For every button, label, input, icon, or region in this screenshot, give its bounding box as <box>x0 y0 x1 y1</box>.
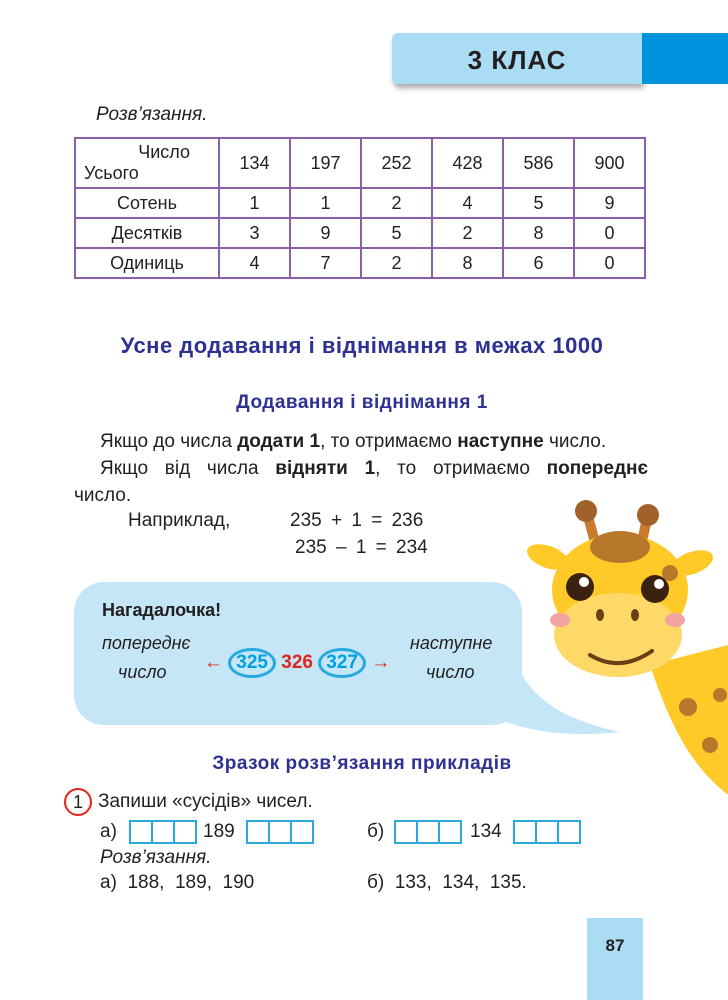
giraffe-horn <box>575 500 597 522</box>
example-eq2: 235 – 1 = 234 <box>295 537 428 558</box>
rule-subtract <box>100 455 648 482</box>
rule-text: Якщо від числа <box>100 458 276 479</box>
section-title: Усне додавання і віднімання в межах 1000 <box>120 333 604 358</box>
table-row <box>75 218 645 248</box>
task-answer-a: а) 188, 189, 190 <box>100 872 255 893</box>
table-header-cell: 252 <box>361 138 432 188</box>
reminder-title: Нагадалочка! <box>102 600 222 620</box>
example-eq1: 235 + 1 = 236 <box>290 510 424 531</box>
right-arrow-icon: → <box>371 652 391 673</box>
table-cell: 2 <box>361 248 432 278</box>
task-solution-label: Розв’язання. <box>100 847 212 868</box>
answer-boxes-before-b[interactable] <box>394 820 462 844</box>
previous-number: 325 <box>228 648 276 678</box>
header-accent-bar <box>642 33 728 84</box>
table-row <box>75 188 645 218</box>
table-cell: 1 <box>290 188 361 218</box>
row-label: Сотень <box>75 188 219 218</box>
table-header-row <box>75 138 645 188</box>
row-label: Одиниць <box>75 248 219 278</box>
table-cell: 6 <box>503 248 574 278</box>
rule-add <box>100 428 650 455</box>
answer-boxes-before-a[interactable] <box>129 820 197 844</box>
table-cell: 5 <box>503 188 574 218</box>
table-cell: 8 <box>432 248 503 278</box>
task-b-number: 134 <box>470 821 502 842</box>
next-label-2: число <box>426 662 475 682</box>
row-label: Десятків <box>75 218 219 248</box>
table-cell: 2 <box>432 218 503 248</box>
corner-bottom-label: Усього <box>84 163 139 183</box>
task-number-badge: 1 <box>64 788 92 816</box>
table-header-cell: 900 <box>574 138 645 188</box>
task-a-number: 189 <box>203 821 235 842</box>
number-sequence <box>204 648 390 678</box>
subsection-title: Додавання і віднімання 1 <box>236 392 488 413</box>
rule-text: число. <box>543 431 607 452</box>
giraffe-horn <box>637 504 659 526</box>
table-cell: 4 <box>432 188 503 218</box>
prev-label-2: число <box>118 662 167 682</box>
table-cell: 8 <box>503 218 574 248</box>
table-cell: 5 <box>361 218 432 248</box>
current-number: 326 <box>281 652 313 673</box>
table-cell: 7 <box>290 248 361 278</box>
table-cell: 0 <box>574 218 645 248</box>
table-header-cell: 428 <box>432 138 503 188</box>
example-label: Наприклад, <box>128 510 231 531</box>
table-header-cell: 586 <box>503 138 574 188</box>
task-answer-b: б) 133, 134, 135. <box>367 872 527 893</box>
table-cell: 9 <box>574 188 645 218</box>
table-cell: 9 <box>290 218 361 248</box>
table-cell: 2 <box>361 188 432 218</box>
prev-label-1: попереднє <box>102 633 191 653</box>
task-text: Запиши «сусідів» чисел. <box>98 791 313 812</box>
reminder-bubble <box>74 582 522 725</box>
table-header-cell: 197 <box>290 138 361 188</box>
rule-bold: додати 1 <box>237 431 321 452</box>
header-title: 3 КЛАС <box>467 45 567 75</box>
rule-bold: наступне <box>457 431 544 452</box>
task-a-label: а) <box>100 821 117 842</box>
rule-text: , то отримаємо <box>320 431 458 452</box>
table-header-cell: 134 <box>219 138 290 188</box>
giraffe-eye <box>641 575 669 603</box>
rule-text: , то отримаємо <box>375 458 547 479</box>
table-cell: 1 <box>219 188 290 218</box>
table-cell: 0 <box>574 248 645 278</box>
table-corner-cell <box>75 138 219 188</box>
giraffe-neck <box>650 645 728 795</box>
page-number: 87 <box>605 936 625 955</box>
next-number: 327 <box>318 648 366 678</box>
rule-bold: відняти 1 <box>275 458 376 479</box>
rule-bold: попереднє <box>546 458 648 479</box>
giraffe-eye <box>566 573 594 601</box>
answer-boxes-after-a[interactable] <box>246 820 314 844</box>
corner-top-label: Число <box>138 142 190 162</box>
answer-boxes-after-b[interactable] <box>513 820 581 844</box>
page-number-strip <box>587 918 643 1000</box>
sample-title: Зразок розв’язання прикладів <box>212 753 512 774</box>
next-label-1: наступне <box>410 633 493 653</box>
rule-subtract-cont: число. <box>74 485 132 506</box>
table-row <box>75 248 645 278</box>
left-arrow-icon: ← <box>204 652 223 673</box>
task-b-label: б) <box>367 821 385 842</box>
rule-text: Якщо до числа <box>100 431 238 452</box>
table-cell: 3 <box>219 218 290 248</box>
table-cell: 4 <box>219 248 290 278</box>
place-value-table <box>74 137 646 279</box>
solution-label: Розв’язання. <box>96 104 208 125</box>
